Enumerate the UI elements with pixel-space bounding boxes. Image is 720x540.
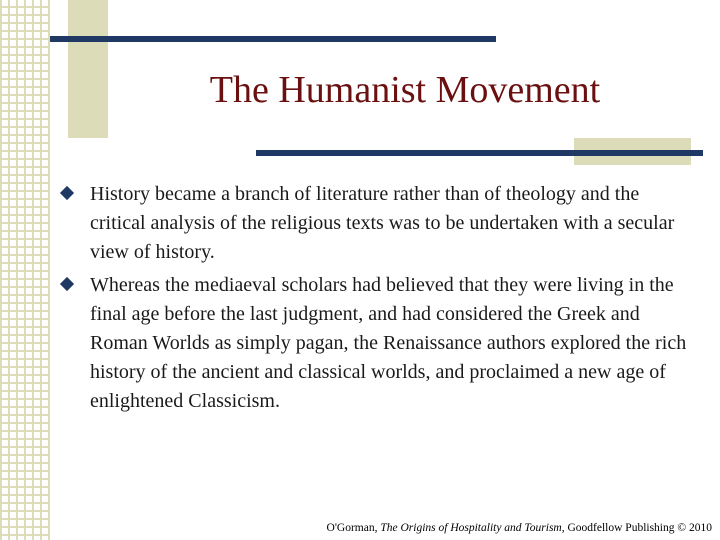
diamond-bullet-icon xyxy=(60,277,74,291)
decorative-grid-strip xyxy=(0,0,50,540)
diamond-bullet-icon xyxy=(60,186,74,200)
citation-footer xyxy=(327,522,712,534)
bullet-text: Whereas the mediaeval scholars had believed that they were living in the final age before the last judgment, and had considered the Greek and Roman Worlds as simply pagan, the Renaissance authors explored the rich history of the ancient and classical worlds, and proclaimed a new age of enlightened Classicism. xyxy=(90,274,687,412)
citation-author: O'Gorman, xyxy=(326,522,381,534)
decorative-navy-line-top xyxy=(50,36,496,42)
bullet-text: History became a branch of literature rather than of theology and the critical analysis of the religious texts was to be undertaken with a secular view of history. xyxy=(90,183,675,263)
bullet-item xyxy=(56,180,696,267)
bullet-item xyxy=(56,271,696,416)
slide-title: The Humanist Movement xyxy=(209,69,601,111)
citation-book-title: The Origins of Hospitality and Tourism xyxy=(380,522,562,534)
decorative-navy-line-bottom xyxy=(256,150,703,156)
bullet-list xyxy=(56,180,696,420)
citation-publisher: , Goodfellow Publishing © 2010 xyxy=(561,522,712,534)
